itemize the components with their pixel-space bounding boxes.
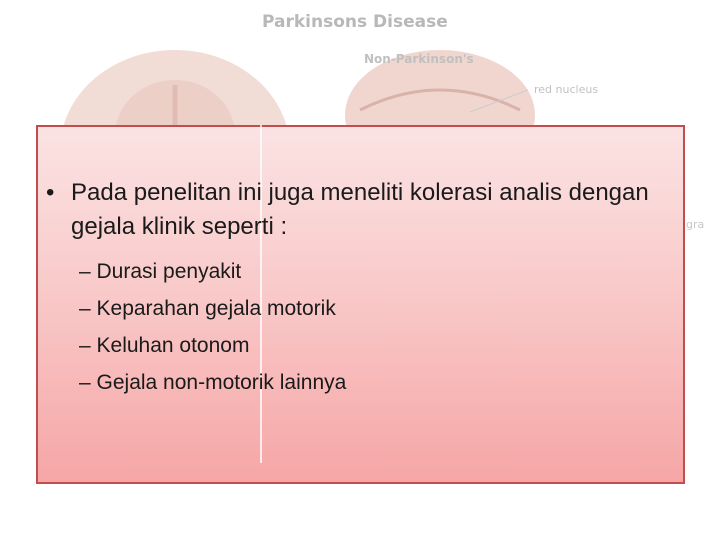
- sub-item-duration: – Durasi penyakit: [79, 260, 242, 283]
- slide-content: [46, 176, 676, 401]
- background-title: Parkinsons Disease: [262, 12, 448, 32]
- main-bullet-text: Pada penelitan ini juga meneliti kolerasi analis dengan gejala klinik seperti :: [71, 179, 649, 240]
- bullet-dot: •: [46, 179, 55, 206]
- background-subtitle: Non-Parkinson's: [364, 52, 474, 66]
- sub-item-motor-severity: – Keparahan gejala motorik: [79, 297, 336, 320]
- cut-off-label: gra: [686, 218, 705, 231]
- red-nucleus-label: red nucleus: [534, 83, 599, 96]
- main-bullet: [46, 176, 676, 244]
- sub-item-non-motor: – Gejala non-motorik lainnya: [79, 371, 347, 394]
- sub-list: [46, 253, 676, 401]
- sub-item-autonomic: – Keluhan otonom: [79, 334, 250, 357]
